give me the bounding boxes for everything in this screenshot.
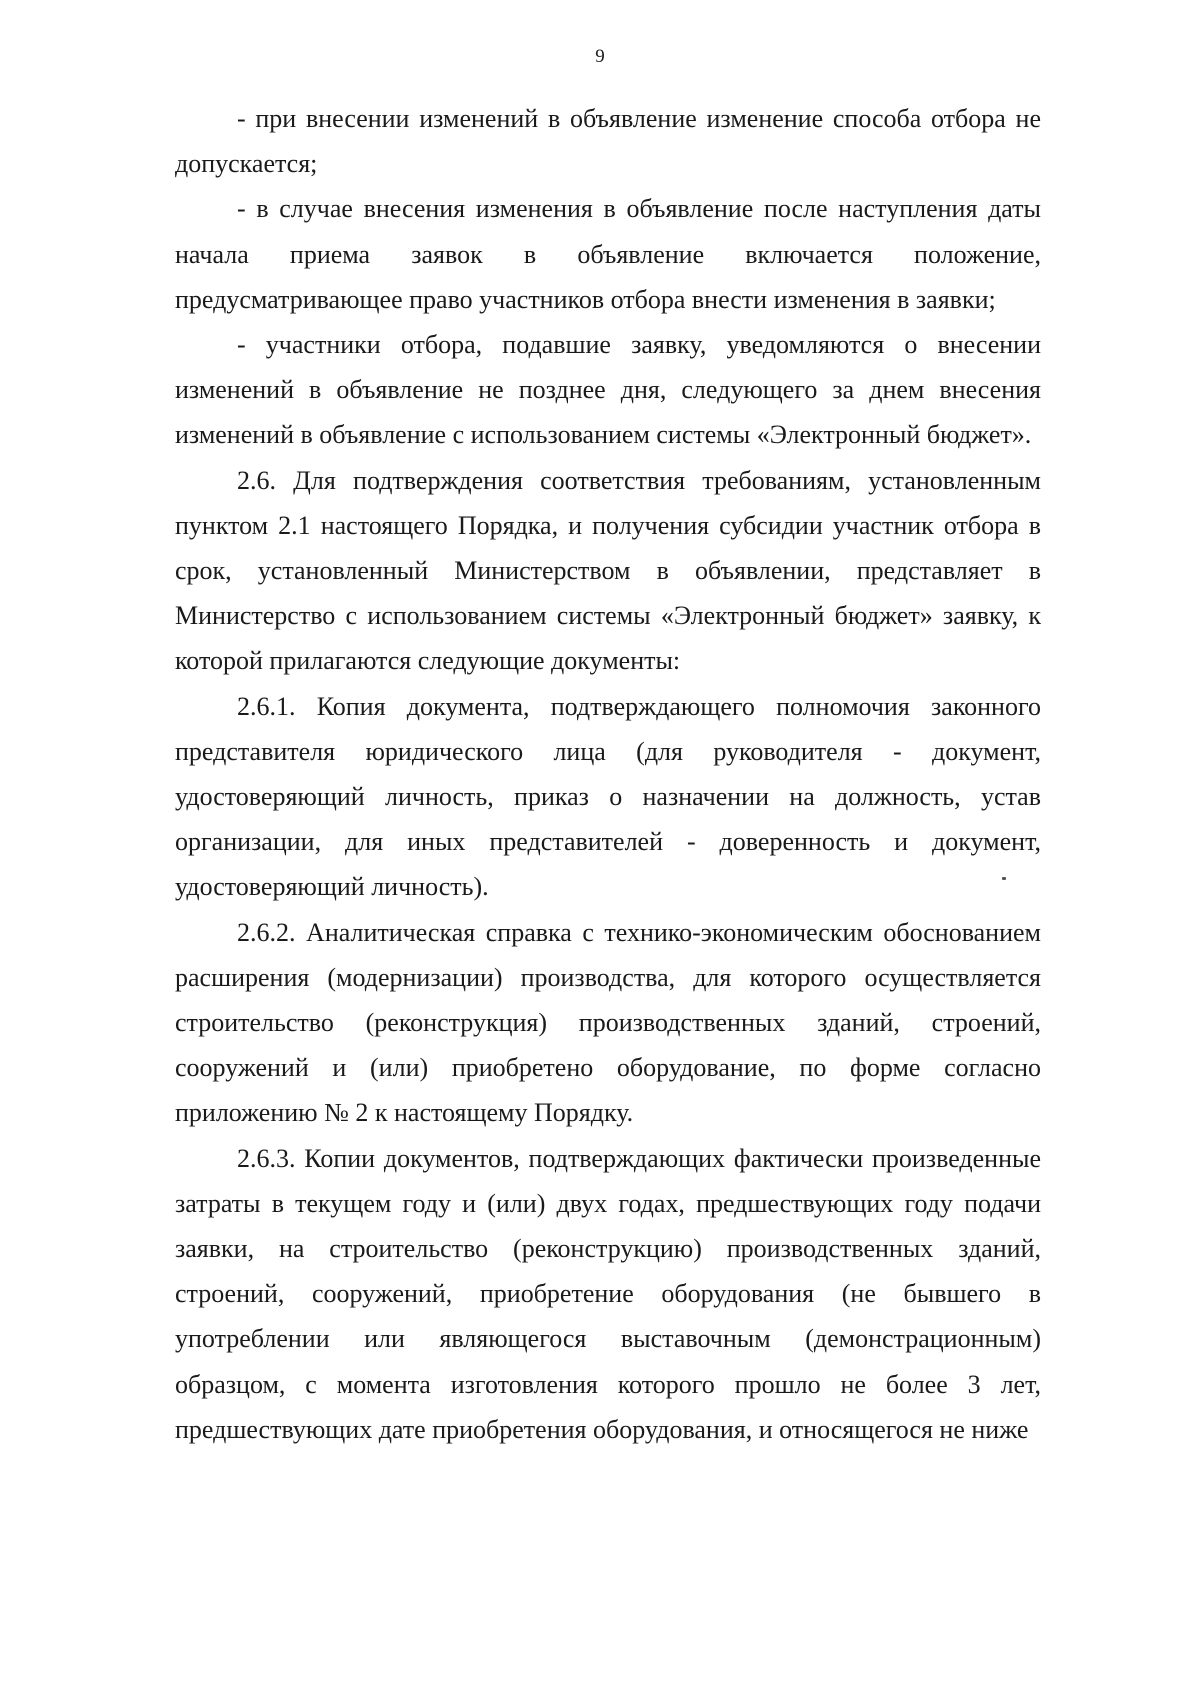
paragraph-amendment-after-start: - в случае внесения изменения в объявление после наступления даты начала приема заявок в объявление включается положение, предусматривающее право участников отбора внести изменения в заявки;: [175, 194, 1041, 314]
paragraph-section-2-6: 2.6. Для подтверждения соответствия требованиям, установленным пунктом 2.1 настоящего Порядка, и получения субсидии участник отбора в срок, установленный Министерством в объявлении, представляет в Министерство с использованием системы «Электронный бюджет» заявку, к которой прилагаются следующие документы:: [175, 465, 1041, 676]
page-number: 9: [595, 46, 605, 67]
paragraph-selection-method-change: - при внесении изменений в объявление изменение способа отбора не допускается;: [175, 104, 1041, 179]
document-body: [175, 96, 1041, 1452]
scan-speck: [1002, 877, 1006, 880]
paragraph-participant-notification: - участники отбора, подавшие заявку, уведомляются о внесении изменений в объявление не позднее дня, следующего за днем внесения изменений в объявление с использованием системы «Электронный бюджет».: [175, 330, 1041, 450]
paragraph-section-2-6-1: 2.6.1. Копия документа, подтверждающего полномочия законного представителя юридического лица (для руководителя - документ, удостоверяющий личность, приказ о назначении на должность, устав организации, для иных представителей - доверенность и документ, удостоверяющий личность).: [175, 691, 1041, 902]
paragraph-section-2-6-3: 2.6.3. Копии документов, подтверждающих фактически произведенные затраты в текущем году и (или) двух годах, предшествующих году подачи заявки, на строительство (реконструкцию) производственных зданий, строений, сооружений, приобретение оборудования (не бывшего в употреблении или являющегося выставочным (демонстрационным) образцом, с момента изготовления которого прошло не более 3 лет, предшествующих дате приобретения оборудования, и относящегося не ниже: [175, 1143, 1041, 1444]
paragraph-section-2-6-2: 2.6.2. Аналитическая справка с технико-экономическим обоснованием расширения (модернизации) производства, для которого осуществляется строительство (реконструкция) производственных зданий, строений, сооружений и (или) приобретено оборудование, по форме согласно приложению № 2 к настоящему Порядку.: [175, 917, 1041, 1128]
